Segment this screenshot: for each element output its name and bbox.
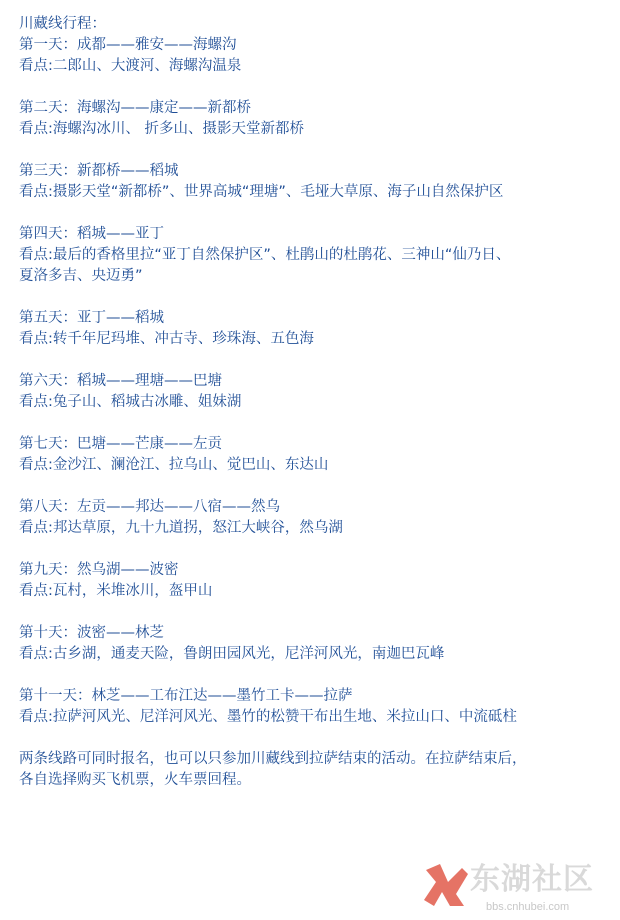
registration-note xyxy=(19,749,609,791)
site-watermark xyxy=(422,860,612,916)
day-5 xyxy=(19,308,609,350)
day-route: 第七天：巴塘——芒康——左贡 xyxy=(19,436,222,452)
day-sights: 看点:海螺沟冰川、 折多山、摄影天堂新都桥 xyxy=(19,121,304,137)
day-2 xyxy=(19,98,609,140)
day-1 xyxy=(19,35,609,77)
day-10 xyxy=(19,623,609,665)
day-sights: 看点:转千年尼玛堆、冲古寺、珍珠海、五色海 xyxy=(19,331,314,347)
day-route: 第二天：海螺沟——康定——新都桥 xyxy=(19,100,251,116)
day-4 xyxy=(19,224,609,287)
note-line-2: 各自选择购买飞机票，火车票回程。 xyxy=(19,772,251,788)
day-sights: 看点:拉萨河风光、尼洋河风光、墨竹的松赞干布出生地、米拉山口、中流砥柱 xyxy=(19,709,517,725)
day-9 xyxy=(19,560,609,602)
day-7 xyxy=(19,434,609,476)
day-sights: 看点:二郎山、大渡河、海螺沟温泉 xyxy=(19,58,242,74)
day-route: 第六天：稻城——理塘——巴塘 xyxy=(19,373,222,389)
itinerary-title: 川藏线行程： xyxy=(19,16,106,32)
itinerary-document xyxy=(19,14,609,791)
day-sights: 看点:金沙江、澜沧江、拉乌山、觉巴山、东达山 xyxy=(19,457,329,473)
day-3 xyxy=(19,161,609,203)
day-route: 第八天：左贡——邦达——八宿——然乌 xyxy=(19,499,280,515)
note-line-1: 两条线路可同时报名，也可以只参加川藏线到拉萨结束的活动。在拉萨结束后， xyxy=(19,751,527,767)
day-route: 第十一天：林芝——工布江达——墨竹工卡——拉萨 xyxy=(19,688,353,704)
day-route: 第三天：新都桥——稻城 xyxy=(19,163,179,179)
watermark-logo-icon xyxy=(422,860,470,910)
day-11 xyxy=(19,686,609,728)
day-8 xyxy=(19,497,609,539)
day-route: 第十天：波密——林芝 xyxy=(19,625,164,641)
day-sights: 看点:兔子山、稻城古冰雕、姐妹湖 xyxy=(19,394,242,410)
day-route: 第九天：然乌湖——波密 xyxy=(19,562,179,578)
day-sights: 看点:摄影天堂“新都桥”、世界高城“理塘”、毛垭大草原、海子山自然保护区 xyxy=(19,184,504,200)
day-sights-continued: 夏洛多吉、央迈勇” xyxy=(19,268,143,284)
day-sights: 看点:古乡湖，通麦天险，鲁朗田园风光，尼洋河风光，南迦巴瓦峰 xyxy=(19,646,445,662)
watermark-url: bbs.cnhubei.com xyxy=(486,901,570,913)
watermark-brand: 东湖社区 xyxy=(470,862,594,897)
day-6 xyxy=(19,371,609,413)
day-sights: 看点:邦达草原，九十九道拐，怒江大峡谷，然乌湖 xyxy=(19,520,343,536)
day-sights: 看点:瓦村，米堆冰川，盔甲山 xyxy=(19,583,213,599)
day-route: 第四天：稻城——亚丁 xyxy=(19,226,164,242)
day-sights: 看点:最后的香格里拉“亚丁自然保护区”、杜鹃山的杜鹃花、三神山“仙乃日、 xyxy=(19,247,511,263)
day-route: 第一天：成都——雅安——海螺沟 xyxy=(19,37,237,53)
day-route: 第五天：亚丁——稻城 xyxy=(19,310,164,326)
